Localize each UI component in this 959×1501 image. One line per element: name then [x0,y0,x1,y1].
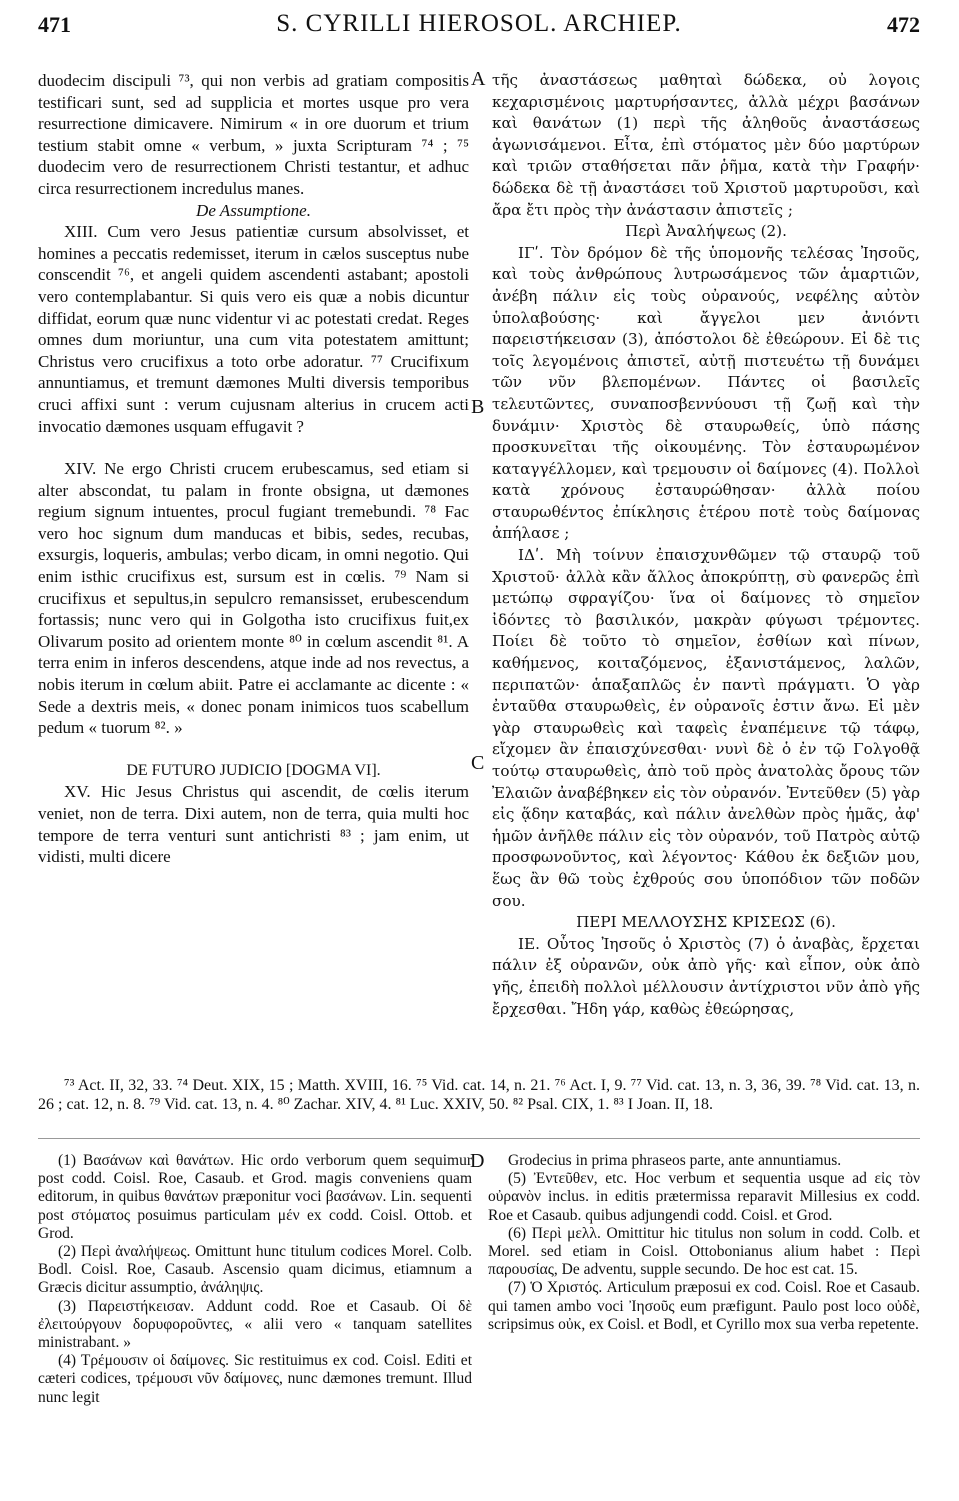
margin-letter-a: A [471,68,486,90]
latin-paragraph-1: duodecim discipuli ⁷³, qui non verbis ad gratiam compositis testificari sunt, sed ad supplicia et mortes usque pro vera resurrectione dimicavere. Nimirum « in ore duorum et trium testium stabit omne « verbum, » juxta Scripturam ⁷⁴ ; ⁷⁵ duodecim vero de resurrectionem Christi testantur, et adhuc circa resurrectionem incredulus manes. [38,71,469,198]
greek-heading-ascension: Περὶ Ἀναλήψεως (2). [625,222,787,241]
greek-column [492,70,920,1020]
latin-column [38,70,469,868]
greek-paragraph-15: ΙΕ. Οὗτος Ἰησοῦς ὁ Χριστὸς (7) ὁ ἀναβὰς, ἔρχεται πάλιν ἐξ οὐρανῶν, οὐκ ἀπὸ γῆς· καὶ εἶπον, οὐκ ἀπὸ γῆς, ἐπειδὴ πολλοὶ μέλλουσιν ἀντίχριστοι νῦν ἀπὸ γῆς ἔρχεσθαι. Ἤδη γάρ, καθὼς ἐθεώρησας, [492,934,920,1018]
scripture-references [38,1076,920,1114]
footnote-6: (6) Περὶ μελλ. Omittitur hic titulus non solum in codd. Colb. et Morel. sed etiam in Coisl. Ottobonianus alium habet : Περὶ παρουσίας, De adventu, supple secundo. De hoc est cat. 15. [488,1224,920,1279]
footnote-divider [38,1138,920,1139]
footnotes-right [488,1152,920,1334]
greek-paragraph-1: τῆς ἀναστάσεως μαθηταὶ δώδεκα, οὐ λογοις κεχαρισμένοις μαρτυρήσαντες, ἀλλὰ μέχρι βασάνων καὶ θανάτων (1) περὶ τῆς ἀληθοῦς ἀναστάσεως ἀγωνισάμενοι. Εἶτα, ἐπὶ στόματος μὲν δύο μαρτύρων καὶ τριῶν σταθήσεται πᾶν ῥῆμα, κατὰ τὴν Γραφήν· δώδεκα δὲ τῇ ἀναστάσει τοῦ Χριστοῦ μαρτυροῦσι, καὶ ἄρα ἔτι πρὸς τὴν ἀνάστασιν ἀπιστεῖς ; [492,71,920,219]
running-title: S. CYRILLI HIEROSOL. ARCHIEP. [276,10,682,37]
footnote-3: (3) Παρειστήκεισαν. Addunt codd. Roe et Casaub. Οἱ δὲ ἐλειτούργουν δορυφοροῦντες, « alii vero « tanquam satellites ministrabant. » [38,1297,472,1352]
footnote-7: (7) Ὁ Χριστός. Articulum præposui ex cod. Coisl. Roe et Casaub. qui tamen ambo voci Ἰησοῦς eum præfigunt. Paulo post loco οὐδὲ, scripsimus οὐκ, ex Coisl. et Bodl, et Cyrillo mox sua verba repetente. [488,1279,920,1333]
footnote-1: (1) Βασάνων καὶ θανάτων. Hic ordo verborum quem sequimur post codd. Coisl. Roe, Casaub. et Grod. magis conveniens quam editorum, in quibus θανάτων præponitur voci βασάνων. Lin. sequenti post στόματος posuimus particulam μέν ex codd. Coisl. Ottob. et Grod. [38,1152,472,1242]
latin-heading-assumption: De Assumptione. [196,200,311,220]
margin-letter-b: B [471,396,485,418]
margin-letter-c: C [471,752,485,774]
footnote-5: (5) Ἐντεῦθεν, etc. Hoc verbum et sequentia usque ad εἰς τὸν οὐρανὸν inclus. in editis prætermissa reparavit Millesius ex codd. Roe et Casaub. quibus adjungendi codd. Coisl. et Grod. [488,1170,920,1224]
footnote-2: (2) Περὶ ἀναλήψεως. Omittunt hunc titulum codices Morel. Colb. Bodl. Coisl. Roe, Casaub. Ascensio quam dicimus, etiamnum a Græcis dicitur assumptio, ἀνάληψις. [38,1243,472,1297]
latin-paragraph-13: XIII. Cum vero Jesus patientiæ cursum absolvisset, et homines a peccatis redemisset, iterum in cælos susceptus nube conscendit ⁷⁶, et angeli quidem ascendenti astabant; apostoli vero contemplabantur. Si quis vero eis quæ a nobis dicuntur diffidat, eorum quæ nunc videntur vi ac potestati credat. Reges omnes dum moriuntur, una cum vita potestatem amittunt; Christus vero crucifixus a toto orbe adoratur. ⁷⁷ Crucifixum annuntiamus, et tremunt dæmones Multi diversis temporibus cruci affixi sunt : verum cujusnam alterius in crucem acti invocatio dæmones usquam effugavit ? [38,222,469,436]
greek-paragraph-14: ΙΔʹ. Μὴ τοίνυν ἐπαισχυνθῶμεν τῷ σταυρῷ τοῦ Χριστοῦ· ἀλλὰ κἂν ἄλλος ἀποκρύπτῃ, σὺ φανερῶς ἐπὶ μετώπῳ σφραγίζου· ἵνα οἱ δαίμονες τὸ σημεῖον ἰδόντες τὸ βασιλικόν, μακρὰν φύγωσι τρέμοντες. Ποίει δὲ τοῦτο τὸ σημεῖον, ἐσθίων καὶ πίνων, καθήμενος, κοιταζόμενος, ἐξανιστάμενος, λαλῶν, περιπατῶν· ἁπαξαπλῶς ἐν παντὶ πράγματι. Ὁ γὰρ ἐνταῦθα σταυρωθεὶς, ἐν οὐρανοῖς ἐστιν ἄνω. Εἰ μὲν γὰρ σταυρωθεὶς καὶ ταφεὶς ἐναπέμεινε τῷ τάφῳ, εἴχομεν ἂν ἐπαισχύνεσθαι· νυνὶ δὲ ὁ ἐν τῷ Γολγοθᾷ τούτῳ σταυρωθεὶς, ἀπὸ τοῦ πρὸς ἀνατολὰς ὄρους τῶν Ἐλαιῶν ἀναβέβηκεν εἰς τὸν οὐρανόν. Ἐντεῦθεν (5) γὰρ εἰς ᾅδην καταβάς, καὶ πάλιν ἀνελθὼν πρὸς ἡμᾶς, ἀφ' ἡμῶν ἀνῆλθε πάλιν εἰς τὸν οὐρανόν, τοῦ Πατρὸς αὐτῷ προσφωνοῦντος, καὶ λέγοντος· Κάθου ἐκ δεξιῶν μου, ἕως ἂν θῶ τοὺς ἐχθρούς σου ὑποπόδιον τῶν ποδῶν σου. [492,546,920,910]
greek-heading-judgment: ΠΕΡΙ ΜΕΛΛΟΥΣΗΣ ΚΡΙΣΕΩΣ (6). [576,913,836,932]
latin-paragraph-14: XIV. Ne ergo Christi crucem erubescamus, sed etiam si alter abscondat, tu palam in fronte obsigna, ut dæmones regium signum intuentes, procul fugiant tremebundi. ⁷⁸ Fac vero hoc signum dum manducas et bibis, sedes, recubas, exsurgis, loqueris, ambulas; verbo dicam, in omni negotio. Qui enim isthic crucifixus est, sursum est in cœlis. ⁷⁹ Nam si crucifixus et sepultus,in sepulcro remansisset, erubescendum fortassis; nunc vero qui in Golgotha isto crucifixus fuit,ex Olivarum posito ad orientem monte ⁸⁰ in cœlum ascendit ⁸¹. A terra enim in inferos descendens, atque inde ad nos revectus, a nobis iterum in cœlum abiit. Patre ei acclamante ac dicente : « Sede a dextris meis, « donec ponam inimicos tuos scabellum pedum « tuorum ⁸². » [38,459,469,738]
footnote-4-continued: Grodecius in prima phraseos parte, ante annuntiamus. [508,1152,842,1169]
latin-paragraph-15: XV. Hic Jesus Christus qui ascendit, de cœlis iterum veniet, non de terra. Dixi autem, non de terra, quia multi hoc tempore de terra venturi sunt antichristi ⁸³ ; jam enim, ut vidisti, multi dicere [38,782,469,867]
page-number-left: 471 [38,12,71,37]
page-header [38,8,920,42]
references-text: ⁷³ Act. II, 32, 33. ⁷⁴ Deut. XIX, 15 ; Matth. XVIII, 16. ⁷⁵ Vid. cat. 14, n. 21. ⁷⁶ Act. I, 9. ⁷⁷ Vid. cat. 13, n. 3, 36, 39. ⁷⁸ Vid. cat. 13, n. 26 ; cat. 12, n. 8. ⁷⁹ Vid. cat. 13, n. 4. ⁸⁰ Zachar. XIV, 4. ⁸¹ Luc. XXIV, 50. ⁸² Psal. CIX, 1. ⁸³ I Joan. II, 18. [38,1077,920,1113]
footnotes-left [38,1152,472,1407]
page-number-right: 472 [887,12,920,37]
greek-paragraph-13: ΙΓʹ. Τὸν δρόμον δὲ τῆς ὑπομονῆς τελέσας Ἰησοῦς, καὶ τοὺς ἀνθρώπους λυτρωσάμενος τῶν ἁμαρτιῶν, ἀνέβη πάλιν εἰς τοὺς οὐρανούς, νεφέλης αὐτὸν ὑπολαβούσης· καὶ ἄγγελοι μεν ἀνιόντι παρειστήκεισαν (3), ἀπόστολοι δὲ ἐθεώρουν. Εἰ δὲ τις τοῖς λεγομένοις ἀπιστεῖ, αὐτῇ πιστευέτω τῇ δυνάμει τῶν νῦν βλεπομένων. Πάντες οἱ βασιλεῖς τελευτῶντες, συναποσβεννύουσι τῇ ζωῇ καὶ τὴν δυνάμιν· Χριστὸς δὲ σταυρωθείς, ὑπὸ πάσης προσκυνεῖται τῆς οἰκουμένης. Τὸν ἐσταυρωμένον καταγγέλλομεν, καὶ τρεμουσιν οἱ δαίμονες (4). Πολλοὶ κατὰ χρόνους ἐσταυρώθησαν· ἀλλὰ ποίου σταυρωθέντος ἐπίκλησις ἑτέρου ποτὲ τοὺς δαίμονας ἀπήλασε ; [492,243,920,543]
footnote-4: (4) Τρέμουσιν οἱ δαίμονες. Sic restituimus ex cod. Coisl. Editi et cæteri codices, τρέμουσι νῦν δαίμονες, nunc dæmones tremunt. Illud nunc legit [38,1352,472,1406]
margin-letter-d: D [470,1150,485,1172]
latin-heading-judgment: DE FUTURO JUDICIO [DOGMA VI]. [126,761,381,779]
